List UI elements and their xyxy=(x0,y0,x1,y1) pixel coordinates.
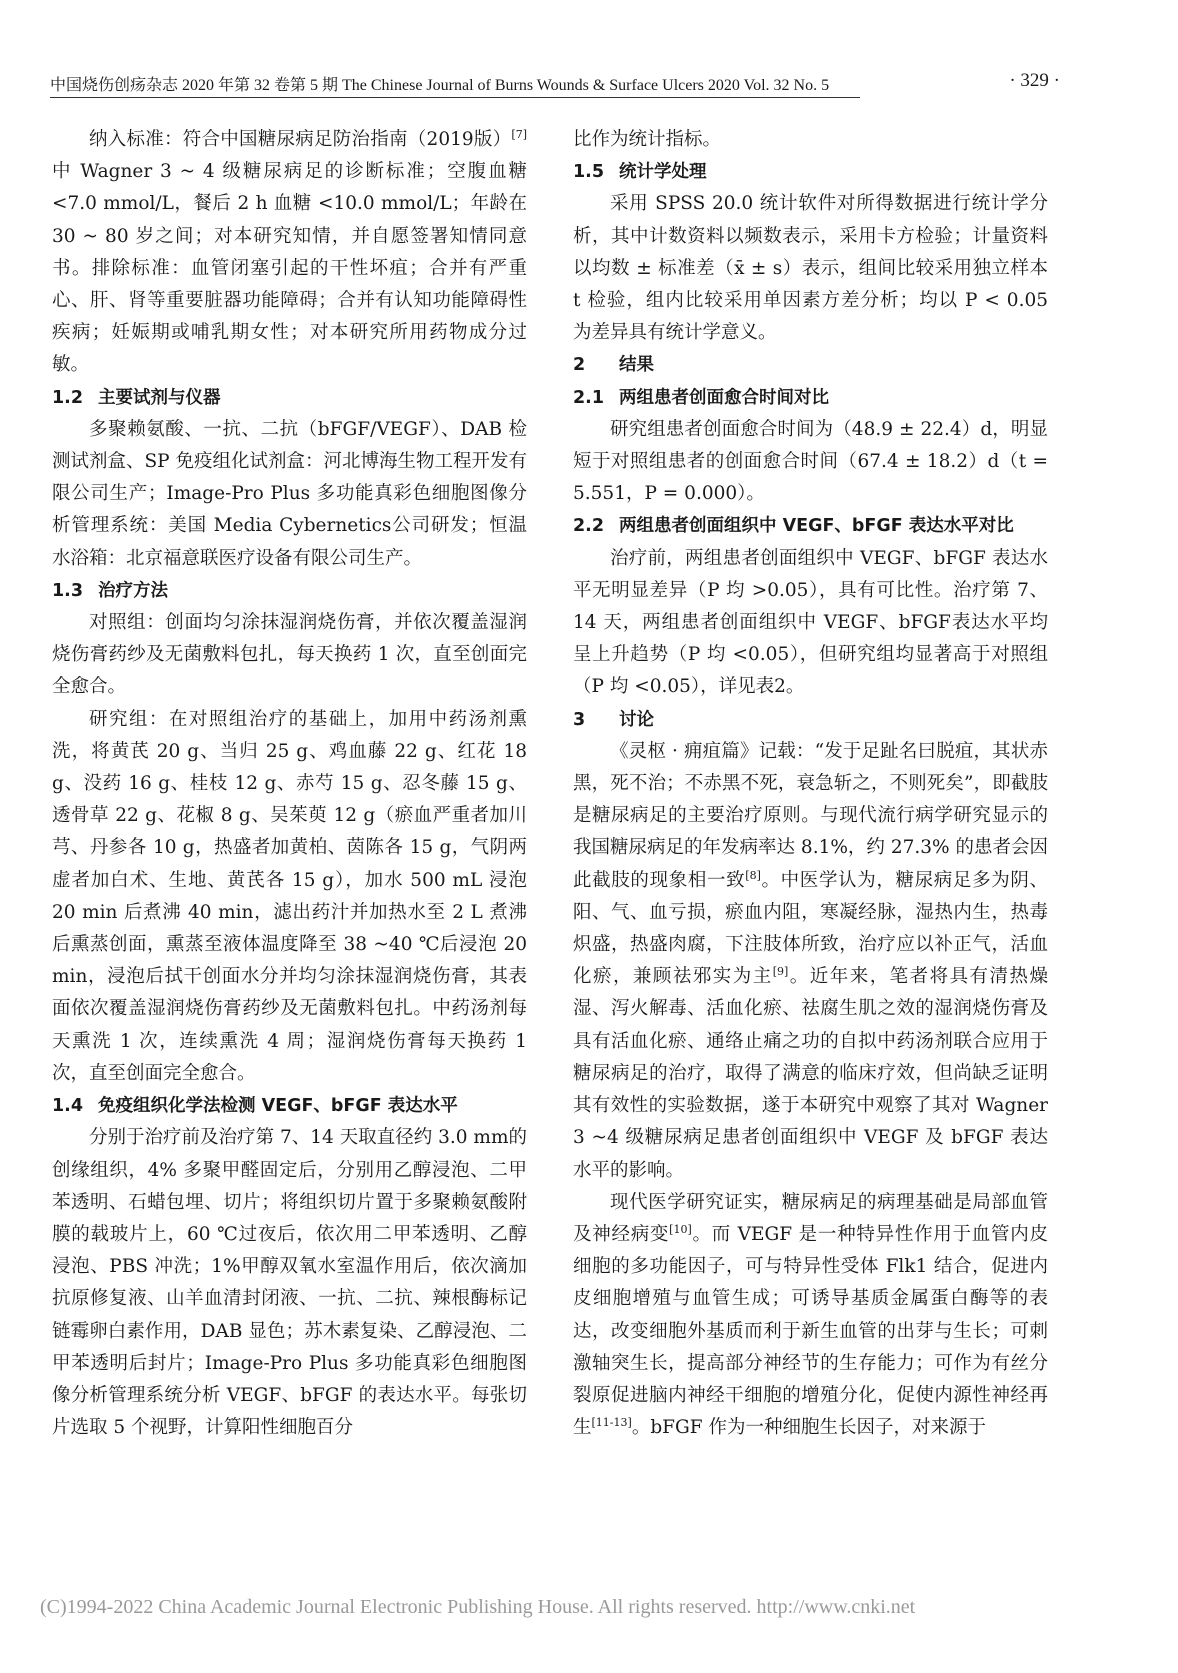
immunohistochemistry-paragraph: 分别于治疗前及治疗第 7、14 天取直径约 3.0 mm的创缘组织，4% 多聚甲醛固定后，分别用乙醇浸泡、二甲苯透明、石蜡包埋、切片；将组织切片置于多聚赖氨酸附膜的载玻片上，60 ℃过夜后，依次用二甲苯透明、乙醇浸泡、PBS 冲洗；1%甲醇双氧水室温作用后，依次滴加抗原修复液、山羊血清封闭液、一抗、二抗、辣根酶标记链霉卵白素作用，DAB 显色；苏木素复染、乙醇浸泡、二甲苯透明后封片；Image-Pro Plus 多功能真彩色细胞图像分析管理系统分析 VEGF、bFGF 的表达水平。每张切片选取 5 个视野，计算阳性细胞百分 xyxy=(52,1127,527,1439)
citation: [8] xyxy=(745,868,761,882)
section-heading-2-2: 2.2 两组患者创面组织中 VEGF、bFGF 表达水平对比 xyxy=(573,516,1014,537)
journal-header: 中国烧伤创疡杂志 2020 年第 32 卷第 5 期 The Chinese Journal of Burns Wounds & Surface Ulcers 2020 Vol. 32 No. 5 xyxy=(50,77,830,94)
citation: [7] xyxy=(511,127,527,141)
running-header xyxy=(50,72,1060,98)
page-number: · 329 · xyxy=(1009,70,1060,91)
statistics-paragraph: 采用 SPSS 20.0 统计软件对所得数据进行统计学分析，其中计数资料以频数表示，采用卡方检验；计量资料以均数 ± 标准差（x̄ ± s）表示，组间比较采用独立样本 t 检验，组内比较采用单因素方差分析；均以 P < 0.05 为差异具有统计学意义。 xyxy=(573,193,1048,344)
healing-time-paragraph: 研究组患者创面愈合时间为（48.9 ± 22.4）d，明显短于对照组患者的创面愈合时间（67.4 ± 18.2）d（t = 5.551，P = 0.000）。 xyxy=(573,418,1048,505)
citation: [9] xyxy=(772,965,789,979)
section-heading-3: 3 讨论 xyxy=(573,709,654,730)
section-heading-1-5: 1.5 统计学处理 xyxy=(573,162,707,183)
continued-text: 比作为统计指标。 xyxy=(573,129,722,150)
citation: [10] xyxy=(669,1222,692,1236)
copyright-footer: (C)1994-2022 China Academic Journal Electronic Publishing House. All rights reserved. http://www.cnki.net xyxy=(40,1596,916,1618)
section-heading-2: 2 结果 xyxy=(573,355,654,376)
section-heading-1-2: 1.2 主要试剂与仪器 xyxy=(52,387,221,408)
section-heading-1-4: 1.4 免疫组织化学法检测 VEGF、bFGF 表达水平 xyxy=(52,1096,458,1117)
left-column xyxy=(52,124,527,1444)
section-heading-1-3: 1.3 治疗方法 xyxy=(52,580,168,601)
reagents-paragraph: 多聚赖氨酸、一抗、二抗（bFGF/VEGF）、DAB 检测试剂盒、SP 免疫组化试剂盒：河北博海生物工程开发有限公司生产；Image-Pro Plus 多功能真彩色细胞图像分析管理系统：美国 Media Cybernetics公司研发；恒温水浴箱：北京福意联医疗设备有限公司生产。 xyxy=(52,418,528,569)
right-column xyxy=(573,124,1048,1444)
section-heading-2-1: 2.1 两组患者创面愈合时间对比 xyxy=(573,387,829,408)
study-group-paragraph: 研究组：在对照组治疗的基础上，加用中药汤剂熏洗，将黄芪 20 g、当归 25 g、鸡血藤 22 g、红花 18 g、没药 16 g、桂枝 12 g、赤芍 15 g、忍冬藤 15 g、透骨草 22 g、花椒 8 g、吴茱萸 12 g（瘀血严重者加川芎、丹参各 10 g，热盛者加黄柏、茵陈各 15 g，气阴两虚者加白术、生地、黄芪各 15 g），加水 500 mL 浸泡 20 min 后煮沸 40 min，滤出药汁并加热水至 2 L 煮沸后熏蒸创面，熏蒸至液体温度降至 38 ~40 ℃后浸泡 20 min，浸泡后拭干创面水分并均匀涂抹湿润烧伤膏，其表面依次覆盖湿润烧伤膏药纱及无菌敷料包扎。中药汤剂每天熏洗 1 次，连续熏洗 4 周；湿润烧伤膏每天换药 1 次，直至创面完全愈合。 xyxy=(52,708,527,1084)
discussion-paragraph-2: 现代医学研究证实，糖尿病足的病理基础是局部血管及神经病变[10]。而 VEGF 是一种特异性作用于血管内皮细胞的多功能因子，可与特异性受体 Flk1 结合，促进内皮细胞增殖与血管生成；可诱导基质金属蛋白酶等的表达，改变细胞外基质而利于新生血管的出芽与生长；可刺激轴突生长，提高部分神经节的生存能力；可作为有丝分裂原促进脑内神经干细胞的增殖分化，促使内源性神经再生[11-13]。bFGF 作为一种细胞生长因子，对来源于 xyxy=(573,1191,1048,1439)
control-group-paragraph: 对照组：创面均匀涂抹湿润烧伤膏，并依次覆盖湿润烧伤膏药纱及无菌敷料包扎，每天换药 1 次，直至创面完全愈合。 xyxy=(52,612,527,698)
expression-level-paragraph: 治疗前，两组患者创面组织中 VEGF、bFGF 表达水平无明显差异（P 均 >0.05），具有可比性。治疗第 7、14 天，两组患者创面组织中 VEGF、bFGF表达水平均呈上升趋势（P 均 <0.05），但研究组均显著高于对照组（P 均 <0.05），详见表2。 xyxy=(573,547,1048,698)
inclusion-criteria-paragraph: 纳入标准：符合中国糖尿病足防治指南（2019版）[7]中 Wagner 3 ~ 4 级糖尿病足的诊断标准；空腹血糖 <7.0 mmol/L，餐后 2 h 血糖 <10.0 mmol/L；年龄在 30 ~ 80 岁之间；对本研究知情，并自愿签署知情同意书。排除标准：血管闭塞引起的干性坏疽；合并有严重心、肝、肾等重要脏器功能障碍；合并有认知功能障碍性疾病；妊娠期或哺乳期女性；对本研究所用药物成分过敏。 xyxy=(52,127,527,376)
citation: [11-13] xyxy=(591,1415,632,1429)
discussion-paragraph-1: 《灵枢 · 痈疽篇》记载：“发于足趾名曰脱疽，其状赤黑，死不治；不赤黑不死，衰急斩之，不则死矣”，即截肢是糖尿病足的主要治疗原则。与现代流行病学研究显示的我国糖尿病足的年发病率达 8.1%，约 27.3% 的患者会因此截肢的现象相一致[8]。中医学认为，糖尿病足多为阴、阳、气、血亏损，瘀血内阻，寒凝经脉，湿热内生，热毒炽盛，热盛肉腐，下注肢体所致，治疗应以补正气，活血化瘀，兼顾祛邪实为主[9]。近年来，笔者将具有清热燥湿、泻火解毒、活血化瘀、祛腐生肌之效的湿润烧伤膏及具有活血化瘀、通络止痛之功的自拟中药汤剂联合应用于糖尿病足的治疗，取得了满意的临床疗效，但尚缺乏证明其有效性的实验数据，遂于本研究中观察了其对 Wagner 3 ~4 级糖尿病足患者创面组织中 VEGF 及 bFGF 表达水平的影响。 xyxy=(573,740,1048,1181)
header-rule xyxy=(50,97,860,98)
